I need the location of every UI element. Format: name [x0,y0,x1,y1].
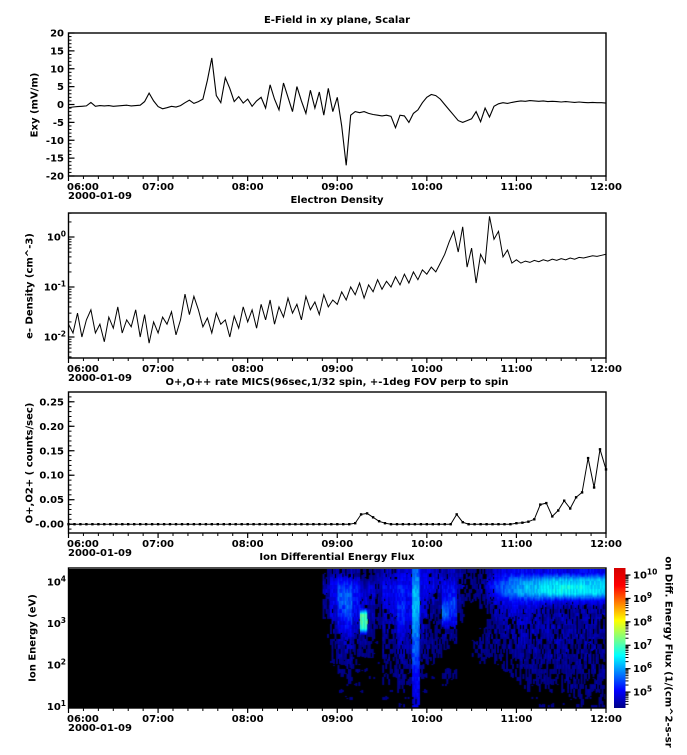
svg-text:-10: -10 [45,135,64,147]
svg-text:08:00: 08:00 [231,714,264,725]
panel-title-oplus: O+,O++ rate MICS(96sec,1/32 spin, +-1deg FOV perp to spin [165,377,509,388]
svg-text:5: 5 [57,82,64,94]
svg-text:0.10: 0.10 [39,470,64,482]
svg-text:-5: -5 [52,117,64,129]
svg-text:0.25: 0.25 [39,397,64,409]
svg-text:10:00: 10:00 [410,364,443,375]
y-axis-label-oplus: O+,O2+ ( counts/sec) [24,402,36,524]
svg-text:11:00: 11:00 [500,539,533,550]
svg-text:108: $10^8$ [633,614,653,629]
svg-text:12:00: 12:00 [590,714,622,725]
svg-text:09:00: 09:00 [321,182,354,193]
svg-text:06:00: 06:00 [67,182,99,193]
svg-text:10:00: 10:00 [410,714,443,725]
svg-text:06:00: 06:00 [67,539,99,550]
svg-text:07:00: 07:00 [142,364,175,375]
svg-text:104: $10^4$ [46,574,66,589]
svg-text:0.15: 0.15 [39,446,64,458]
svg-text:07:00: 07:00 [142,714,175,725]
svg-text:15: 15 [50,46,64,58]
svg-text:20: 20 [50,28,64,40]
svg-text:06:00: 06:00 [67,364,99,375]
svg-text:0.20: 0.20 [39,421,64,433]
svg-text:12:00: 12:00 [590,182,622,193]
svg-text:09:00: 09:00 [321,714,354,725]
svg-text:102: $10^2$ [46,657,66,672]
svg-text:08:00: 08:00 [231,539,264,550]
colorbar-label: on Diff. Energy Flux (1/(cm^2-s-sr [662,556,674,748]
svg-text:-15: -15 [45,153,64,165]
svg-text:11:00: 11:00 [500,714,533,725]
y-axis-label-density: e- Density (cm^-3) [24,233,36,339]
svg-text:09:00: 09:00 [321,539,354,550]
svg-text:12:00: 12:00 [590,364,622,375]
svg-text:10:00: 10:00 [410,182,443,193]
svg-text:11:00: 11:00 [500,182,533,193]
svg-text:08:00: 08:00 [231,182,264,193]
svg-text:-0.00: -0.00 [35,519,64,531]
svg-text:105: $10^5$ [633,684,653,699]
svg-text:07:00: 07:00 [142,182,175,193]
svg-text:08:00: 08:00 [231,364,264,375]
svg-text:103: $10^3$ [46,616,66,631]
svg-text:07:00: 07:00 [142,539,175,550]
svg-text:107: $10^7$ [633,637,653,652]
svg-text:0.05: 0.05 [39,495,64,507]
svg-text:-20: -20 [45,171,64,183]
svg-text:12:00: 12:00 [590,539,622,550]
svg-text:10: 10 [50,64,64,76]
y-axis-label-ionflux: Ion Energy (eV) [27,594,39,682]
svg-text:10-2: $10^{-2}$ [43,329,66,344]
date-label-2: 2000-01-09 [68,373,132,384]
svg-text:109: $10^9$ [633,590,653,605]
svg-text:106: $10^6$ [633,661,653,676]
y-axis-label-efield: Exy (mV/m) [29,72,41,138]
date-label-4: 2000-01-09 [68,723,132,734]
svg-text:0: 0 [57,100,64,111]
panel-title-density: Electron Density [290,195,384,206]
svg-text:11:00: 11:00 [500,364,533,375]
svg-text:06:00: 06:00 [67,714,99,725]
svg-text:10:00: 10:00 [410,539,443,550]
svg-text:09:00: 09:00 [321,364,354,375]
panel-title-ionflux: Ion Differential Energy Flux [259,552,415,563]
svg-text:1010: $10^{10}$ [633,567,658,582]
svg-text:101: $10^1$ [46,698,66,713]
panel-title-efield: E-Field in xy plane, Scalar [263,15,411,26]
svg-text:100: $10^0$ [46,229,66,244]
date-label-3: 2000-01-09 [68,548,132,559]
svg-text:10-1: $10^{-1}$ [43,279,66,294]
date-label-1: 2000-01-09 [68,191,132,202]
